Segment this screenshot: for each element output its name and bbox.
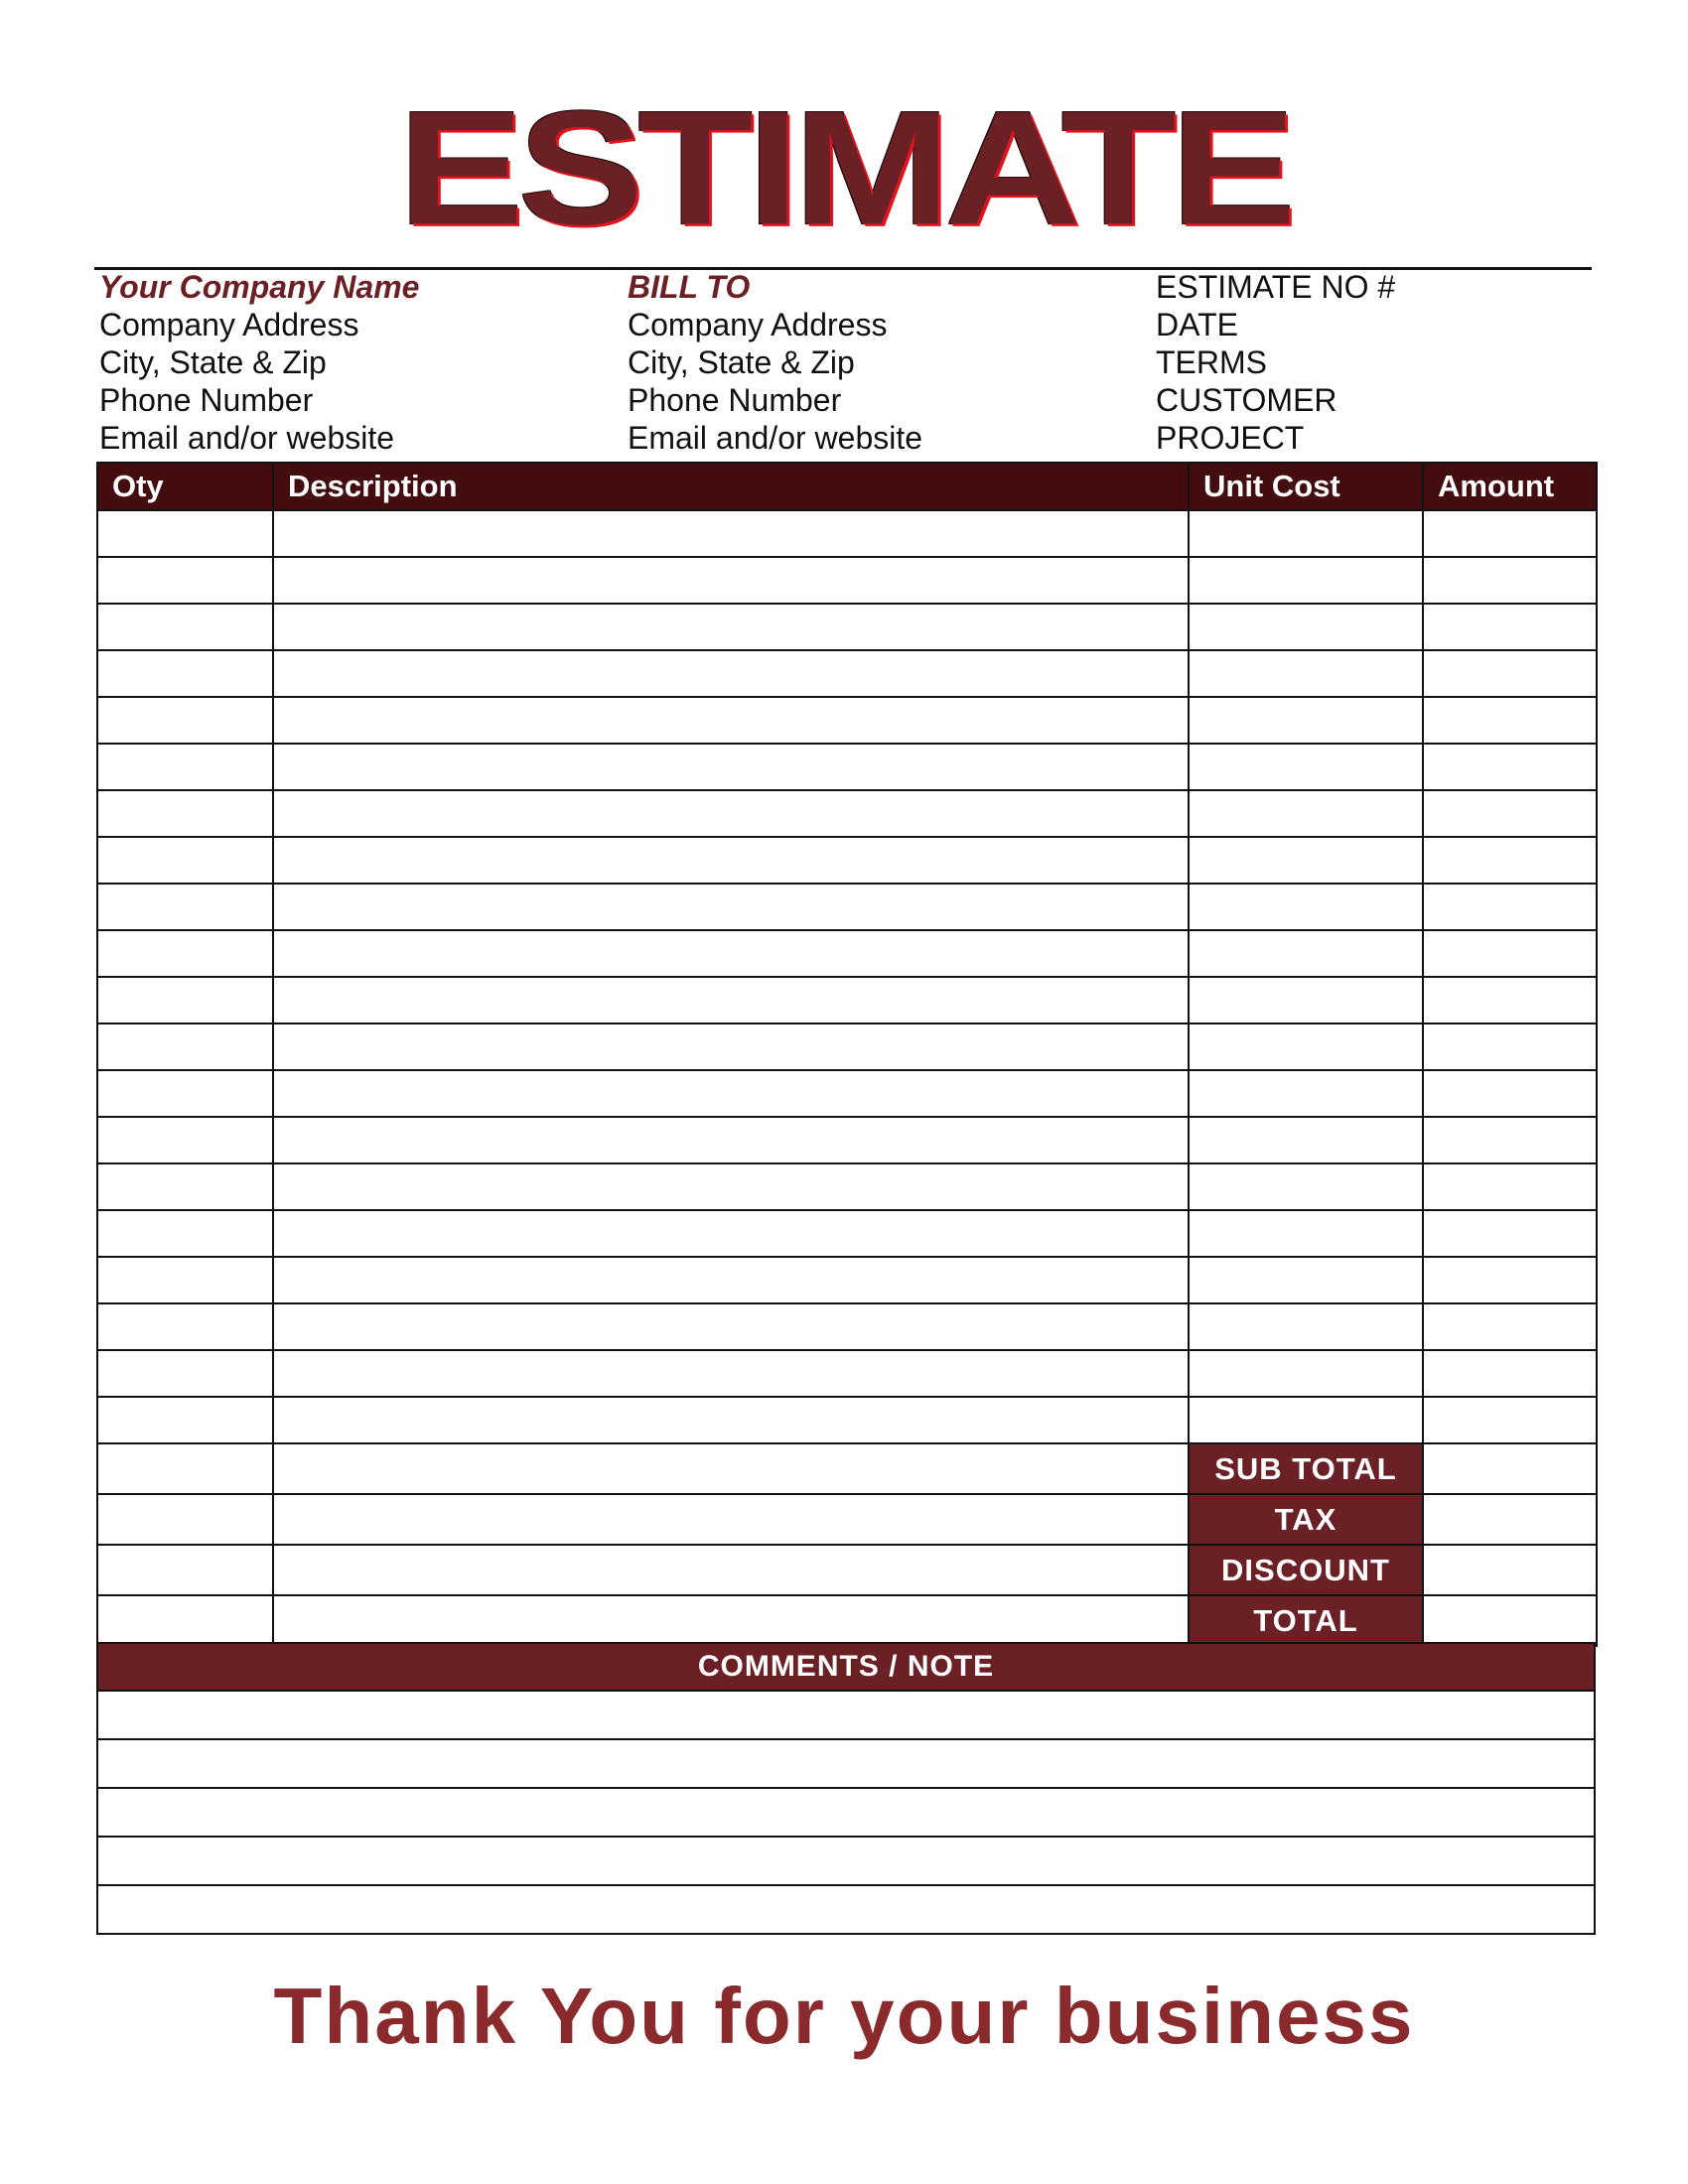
table-row xyxy=(97,837,1597,884)
terms-label: TERMS xyxy=(1156,344,1267,380)
table-row xyxy=(97,1163,1597,1210)
company-phone: Phone Number xyxy=(99,382,314,418)
amount-cell[interactable] xyxy=(1423,1024,1597,1070)
table-row xyxy=(97,1117,1597,1163)
description-cell[interactable] xyxy=(273,837,1189,884)
company-info xyxy=(99,268,419,457)
comments-table xyxy=(96,1642,1596,1935)
qty-cell[interactable] xyxy=(97,884,273,930)
comment-cell[interactable] xyxy=(97,1788,1595,1837)
summary-label: TOTAL xyxy=(1189,1595,1423,1646)
bill-to-city: City, State & Zip xyxy=(628,344,855,380)
unit-cost-cell[interactable] xyxy=(1189,1210,1423,1257)
summary-amount-cell[interactable] xyxy=(1423,1545,1597,1595)
unit-cost-header: Unit Cost xyxy=(1189,463,1423,510)
table-row xyxy=(97,930,1597,977)
qty-cell[interactable] xyxy=(97,1397,273,1443)
qty-cell[interactable] xyxy=(97,1257,273,1303)
description-cell[interactable] xyxy=(273,1117,1189,1163)
qty-cell[interactable] xyxy=(97,604,273,650)
table-header-row xyxy=(97,463,1597,510)
unit-cost-cell[interactable] xyxy=(1189,1070,1423,1117)
description-cell[interactable] xyxy=(273,697,1189,744)
amount-cell[interactable] xyxy=(1423,510,1597,557)
amount-cell[interactable] xyxy=(1423,1257,1597,1303)
summary-label: SUB TOTAL xyxy=(1189,1443,1423,1494)
company-email: Email and/or website xyxy=(99,420,395,456)
description-cell[interactable] xyxy=(273,1070,1189,1117)
qty-cell[interactable] xyxy=(97,977,273,1024)
unit-cost-cell[interactable] xyxy=(1189,884,1423,930)
summary-label: DISCOUNT xyxy=(1189,1545,1423,1595)
qty-cell[interactable] xyxy=(97,1595,273,1646)
unit-cost-cell[interactable] xyxy=(1189,1163,1423,1210)
amount-cell[interactable] xyxy=(1423,557,1597,604)
bill-to-email: Email and/or website xyxy=(628,420,923,456)
summary-row xyxy=(97,1545,1597,1595)
comment-cell[interactable] xyxy=(97,1691,1595,1739)
table-row xyxy=(97,604,1597,650)
unit-cost-cell[interactable] xyxy=(1189,1024,1423,1070)
summary-amount-cell[interactable] xyxy=(1423,1443,1597,1494)
unit-cost-cell[interactable] xyxy=(1189,837,1423,884)
amount-cell[interactable] xyxy=(1423,790,1597,837)
unit-cost-cell[interactable] xyxy=(1189,1303,1423,1350)
qty-cell[interactable] xyxy=(97,790,273,837)
amount-cell[interactable] xyxy=(1423,604,1597,650)
unit-cost-cell[interactable] xyxy=(1189,977,1423,1024)
summary-amount-cell[interactable] xyxy=(1423,1595,1597,1646)
table-row xyxy=(97,884,1597,930)
qty-cell[interactable] xyxy=(97,744,273,790)
company-name: Your Company Name xyxy=(99,269,420,305)
amount-cell[interactable] xyxy=(1423,1163,1597,1210)
table-row xyxy=(97,790,1597,837)
qty-cell[interactable] xyxy=(97,837,273,884)
amount-cell[interactable] xyxy=(1423,1350,1597,1397)
summary-row xyxy=(97,1443,1597,1494)
unit-cost-cell[interactable] xyxy=(1189,1257,1423,1303)
unit-cost-cell[interactable] xyxy=(1189,604,1423,650)
bill-to-heading: BILL TO xyxy=(628,269,751,305)
unit-cost-cell[interactable] xyxy=(1189,930,1423,977)
qty-cell[interactable] xyxy=(97,1070,273,1117)
table-row xyxy=(97,977,1597,1024)
project-label: PROJECT xyxy=(1156,420,1305,456)
description-cell[interactable] xyxy=(273,1210,1189,1257)
company-address: Company Address xyxy=(99,307,359,342)
bill-to-address: Company Address xyxy=(628,307,888,342)
description-cell[interactable] xyxy=(273,1443,1189,1494)
description-cell[interactable] xyxy=(273,1303,1189,1350)
unit-cost-cell[interactable] xyxy=(1189,697,1423,744)
description-cell[interactable] xyxy=(273,650,1189,697)
description-cell[interactable] xyxy=(273,1257,1189,1303)
comment-cell[interactable] xyxy=(97,1837,1595,1885)
date-label: DATE xyxy=(1156,307,1238,342)
amount-cell[interactable] xyxy=(1423,744,1597,790)
thank-you-message: Thank You for your business xyxy=(273,1972,1415,2060)
company-city: City, State & Zip xyxy=(99,344,327,380)
qty-cell[interactable] xyxy=(97,1117,273,1163)
summary-row xyxy=(97,1494,1597,1545)
estimate-title: ESTIMATE xyxy=(397,77,1291,259)
amount-cell[interactable] xyxy=(1423,1117,1597,1163)
description-cell[interactable] xyxy=(273,1024,1189,1070)
table-row xyxy=(97,1024,1597,1070)
table-row xyxy=(97,697,1597,744)
amount-cell[interactable] xyxy=(1423,1070,1597,1117)
table-row xyxy=(97,650,1597,697)
unit-cost-cell[interactable] xyxy=(1189,557,1423,604)
estimate-number-label: ESTIMATE NO # xyxy=(1156,269,1396,305)
table-row xyxy=(97,1397,1597,1443)
unit-cost-cell[interactable] xyxy=(1189,650,1423,697)
line-items-table xyxy=(96,462,1598,1647)
comment-line xyxy=(97,1788,1595,1837)
comments-heading: COMMENTS / NOTE xyxy=(97,1643,1595,1691)
summary-amount-cell[interactable] xyxy=(1423,1494,1597,1545)
description-cell[interactable] xyxy=(273,790,1189,837)
comment-line xyxy=(97,1885,1595,1934)
qty-cell[interactable] xyxy=(97,557,273,604)
unit-cost-cell[interactable] xyxy=(1189,510,1423,557)
description-cell[interactable] xyxy=(273,557,1189,604)
description-cell[interactable] xyxy=(273,884,1189,930)
description-cell[interactable] xyxy=(273,744,1189,790)
qty-cell[interactable] xyxy=(97,510,273,557)
qty-cell[interactable] xyxy=(97,1443,273,1494)
summary-row xyxy=(97,1595,1597,1646)
comment-cell[interactable] xyxy=(97,1739,1595,1788)
comment-line xyxy=(97,1691,1595,1739)
description-cell[interactable] xyxy=(273,1397,1189,1443)
amount-cell[interactable] xyxy=(1423,1210,1597,1257)
description-header: Description xyxy=(273,463,1189,510)
summary-label: TAX xyxy=(1189,1494,1423,1545)
amount-header: Amount xyxy=(1423,463,1597,510)
qty-cell[interactable] xyxy=(97,930,273,977)
unit-cost-cell[interactable] xyxy=(1189,1350,1423,1397)
amount-cell[interactable] xyxy=(1423,884,1597,930)
qty-header: Oty xyxy=(97,463,273,510)
description-cell[interactable] xyxy=(273,1163,1189,1210)
unit-cost-cell[interactable] xyxy=(1189,790,1423,837)
amount-cell[interactable] xyxy=(1423,1397,1597,1443)
bill-to-phone: Phone Number xyxy=(628,382,842,418)
qty-cell[interactable] xyxy=(97,1350,273,1397)
description-cell[interactable] xyxy=(273,977,1189,1024)
comment-line xyxy=(97,1739,1595,1788)
description-cell[interactable] xyxy=(273,1350,1189,1397)
table-row xyxy=(97,1350,1597,1397)
table-row xyxy=(97,1210,1597,1257)
description-cell[interactable] xyxy=(273,1595,1189,1646)
amount-cell[interactable] xyxy=(1423,650,1597,697)
qty-cell[interactable] xyxy=(97,1210,273,1257)
table-row xyxy=(97,1303,1597,1350)
qty-cell[interactable] xyxy=(97,1163,273,1210)
qty-cell[interactable] xyxy=(97,1545,273,1595)
amount-cell[interactable] xyxy=(1423,697,1597,744)
bill-to-info xyxy=(628,268,922,457)
unit-cost-cell[interactable] xyxy=(1189,1397,1423,1443)
qty-cell[interactable] xyxy=(97,1494,273,1545)
table-row xyxy=(97,1070,1597,1117)
description-cell[interactable] xyxy=(273,1494,1189,1545)
description-cell[interactable] xyxy=(273,510,1189,557)
unit-cost-cell[interactable] xyxy=(1189,1117,1423,1163)
amount-cell[interactable] xyxy=(1423,930,1597,977)
description-cell[interactable] xyxy=(273,604,1189,650)
table-row xyxy=(97,1257,1597,1303)
table-row xyxy=(97,744,1597,790)
qty-cell[interactable] xyxy=(97,1303,273,1350)
table-row xyxy=(97,510,1597,557)
qty-cell[interactable] xyxy=(97,1024,273,1070)
description-cell[interactable] xyxy=(273,930,1189,977)
amount-cell[interactable] xyxy=(1423,837,1597,884)
estimate-info xyxy=(1156,268,1395,457)
comment-cell[interactable] xyxy=(97,1885,1595,1934)
unit-cost-cell[interactable] xyxy=(1189,744,1423,790)
amount-cell[interactable] xyxy=(1423,1303,1597,1350)
comment-line xyxy=(97,1837,1595,1885)
description-cell[interactable] xyxy=(273,1545,1189,1595)
table-row xyxy=(97,557,1597,604)
customer-label: CUSTOMER xyxy=(1156,382,1337,418)
qty-cell[interactable] xyxy=(97,697,273,744)
qty-cell[interactable] xyxy=(97,650,273,697)
amount-cell[interactable] xyxy=(1423,977,1597,1024)
